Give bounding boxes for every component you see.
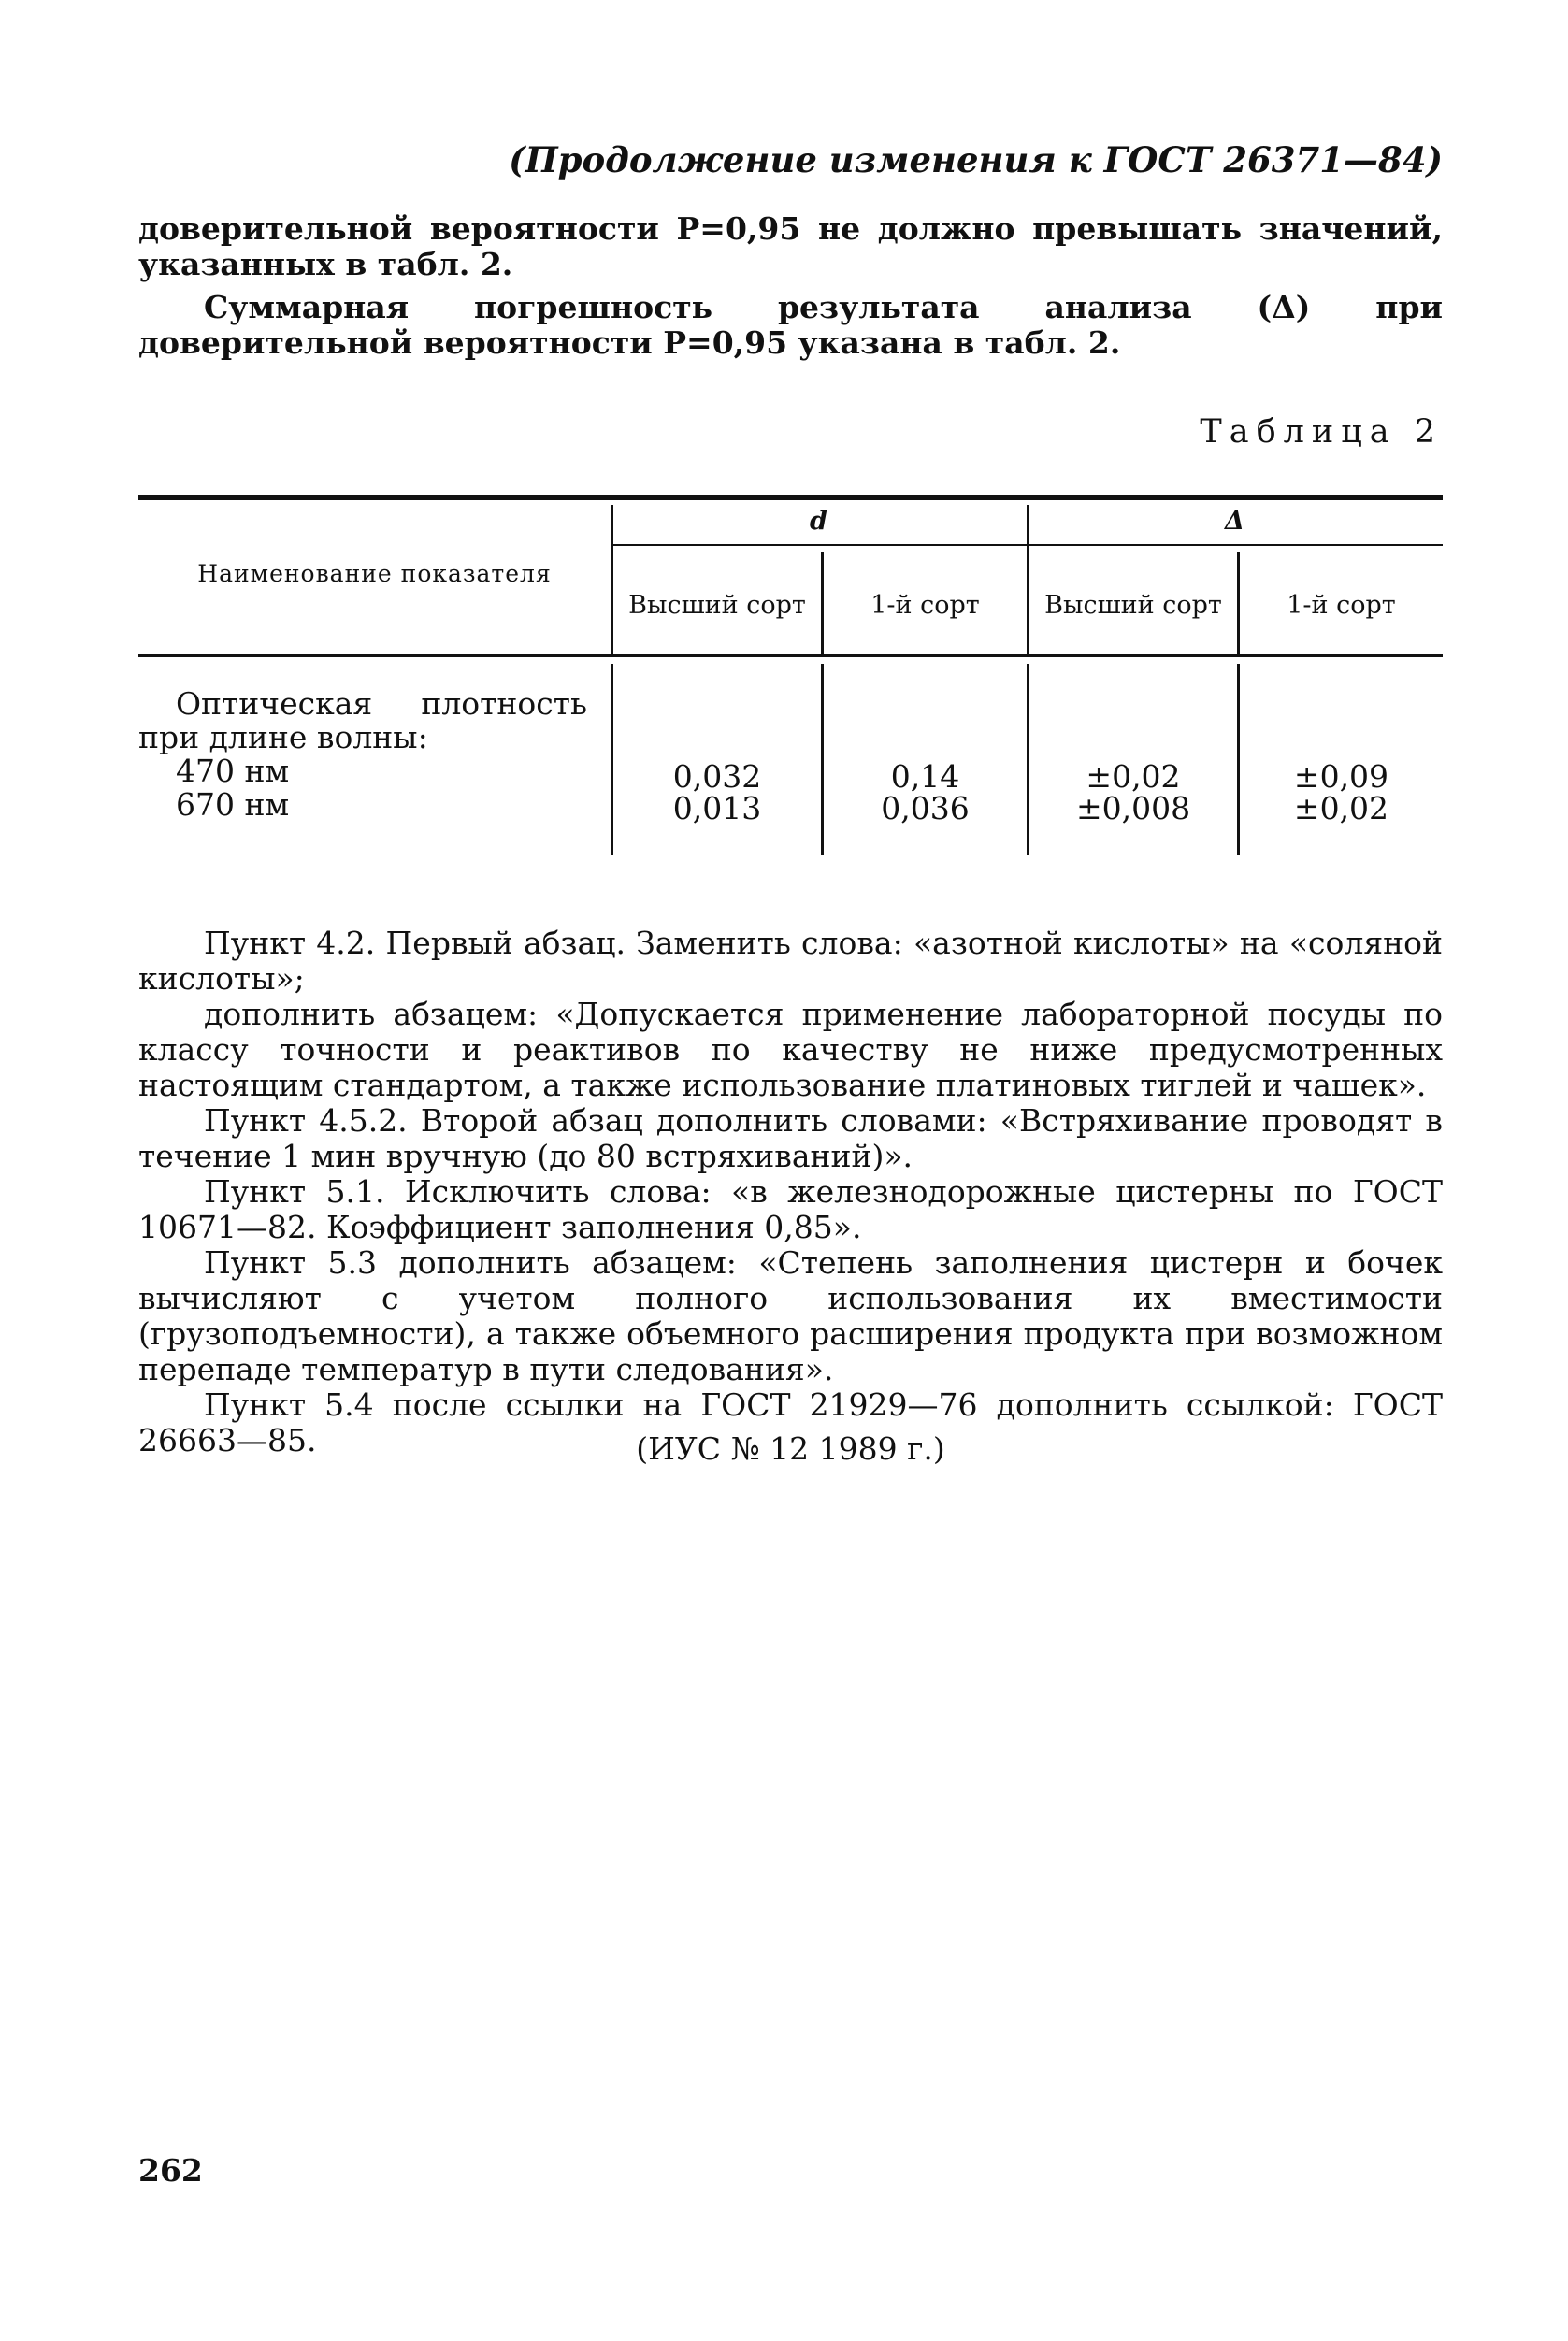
body-col-divider-4 bbox=[1237, 664, 1240, 855]
header-d-first-grade: 1-й сорт bbox=[870, 591, 980, 620]
table-caption: Таблица 2 bbox=[1200, 413, 1443, 451]
amendment-4-5-2: Пункт 4.5.2. Второй абзац дополнить словами: «Встряхивание проводят в течение 1 мин вручную (до 80 встряхиваний)». bbox=[138, 1102, 1443, 1174]
intro-paragraph-1: доверительной вероятности P=0,95 не должно превышать значений, указанных в табл. 2. bbox=[138, 210, 1443, 282]
amendment-4-2: Пункт 4.2. Первый абзац. Заменить слова: «азотной кислоты» на «соляной кислоты»; bbox=[138, 925, 1443, 997]
cell-470-delta-top: ±0,02 bbox=[1086, 758, 1181, 795]
amendment-5-3: Пункт 5.3 дополнить абзацем: «Степень заполнения цистерн и бочек вычисляют с учетом полного использования их вместимости (грузоподъемности), а также объемного расширения продукта при возможном перепаде температур в пути следования». bbox=[138, 1244, 1443, 1387]
header-group-d: d bbox=[810, 507, 827, 536]
table-header-rule bbox=[138, 654, 1443, 657]
header-group-delta: Δ bbox=[1225, 507, 1244, 536]
body-col-divider-3 bbox=[1027, 664, 1029, 855]
header-d-top-grade: Высший сорт bbox=[628, 591, 806, 620]
data-table bbox=[138, 495, 1443, 860]
page-header: (Продолжение изменения к ГОСТ 26371—84) bbox=[509, 139, 1443, 180]
cell-470-d-top: 0,032 bbox=[672, 758, 762, 795]
row-label-670: 670 нм bbox=[176, 786, 290, 823]
table-top-rule bbox=[138, 495, 1443, 500]
amendments-section bbox=[138, 926, 1443, 1458]
header-delta-top-grade: Высший сорт bbox=[1044, 591, 1222, 620]
body-col-divider-1 bbox=[611, 664, 613, 855]
header-indicator-name: Наименование показателя bbox=[197, 560, 552, 587]
amendment-5-1: Пункт 5.1. Исключить слова: «в железнодорожные цистерны по ГОСТ 10671—82. Коэффициент заполнения 0,85». bbox=[138, 1173, 1443, 1245]
intro-section bbox=[138, 211, 1443, 361]
cell-670-delta-top: ±0,008 bbox=[1075, 790, 1191, 826]
page-number: 262 bbox=[138, 2152, 203, 2189]
row-label-line-2: при длине волны: bbox=[138, 719, 428, 755]
cell-670-delta-first: ±0,02 bbox=[1293, 790, 1389, 826]
body-col-divider-2 bbox=[821, 664, 824, 855]
intro-paragraph-2: Суммарная погрешность результата анализа (Δ) при доверительной вероятности P=0,95 указана в табл. 2. bbox=[138, 289, 1443, 361]
source-reference: (ИУС № 12 1989 г.) bbox=[636, 1430, 945, 1467]
cell-670-d-first: 0,036 bbox=[881, 790, 970, 826]
amendment-5-4: Пункт 5.4 после ссылки на ГОСТ 21929—76 дополнить ссылкой: ГОСТ 26663—85. bbox=[138, 1386, 1443, 1458]
cell-670-d-top: 0,013 bbox=[672, 790, 762, 826]
cell-470-d-first: 0,14 bbox=[890, 758, 960, 795]
row-label-line-1: Оптическая плотность bbox=[176, 685, 587, 722]
header-delta-first-grade: 1-й сорт bbox=[1287, 591, 1396, 620]
amendment-4-2-addition: дополнить абзацем: «Допускается применение лабораторной посуды по классу точности и реактивов по качеству не ниже предусмотренных настоящим стандартом, а также использование платиновых тиглей и чашек». bbox=[138, 996, 1443, 1103]
cell-470-delta-first: ±0,09 bbox=[1293, 758, 1389, 795]
row-label-470: 470 нм bbox=[176, 753, 290, 789]
